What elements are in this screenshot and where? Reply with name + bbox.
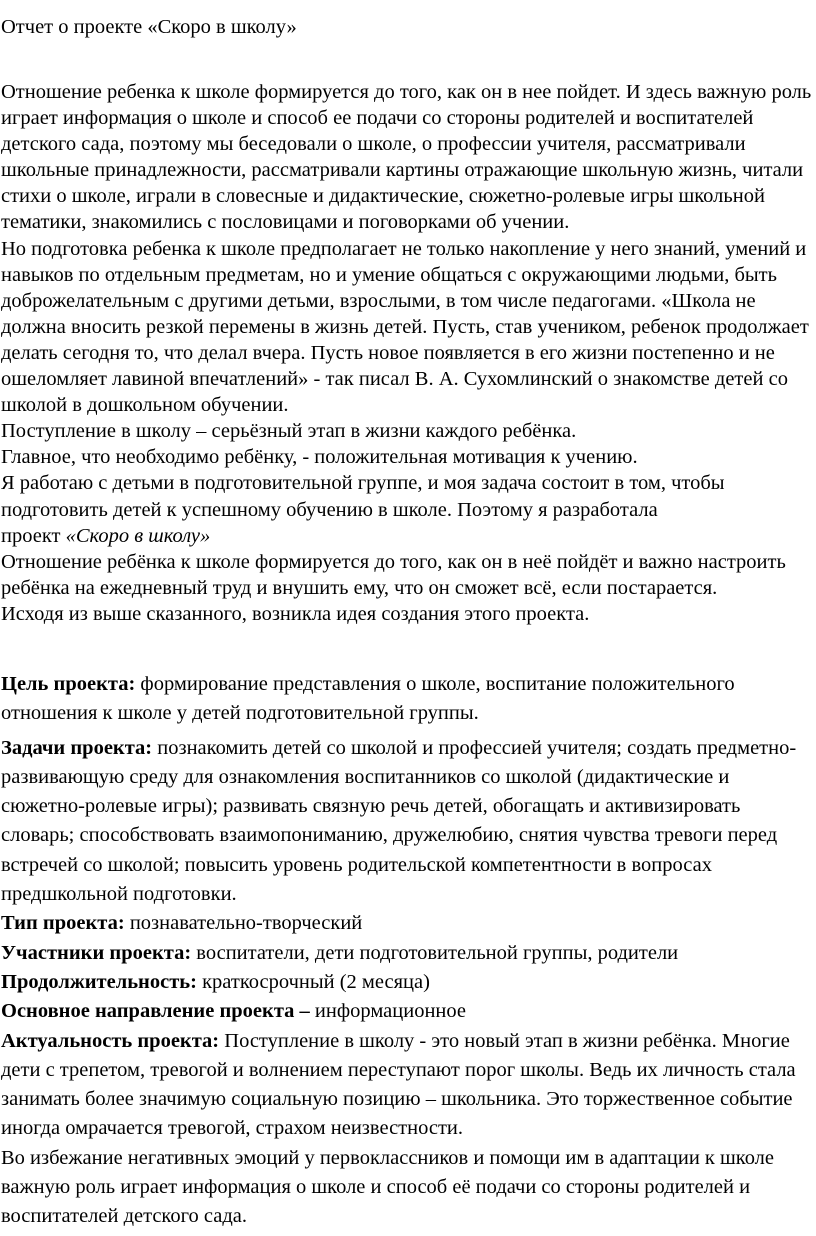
paragraph-motivation: Главное, что необходимо ребёнку, - положительная мотивация к учению.	[1, 446, 638, 469]
field-goal	[1, 670, 813, 729]
project-line-prefix: проект	[1, 524, 66, 547]
field-type-label: Тип проекта:	[1, 912, 125, 935]
document-body	[1, 79, 813, 627]
field-relevance	[1, 1027, 813, 1144]
field-participants-text: воспитатели, дети подготовительной группы, родители	[191, 941, 679, 964]
project-name: «Скоро в школу»	[65, 524, 211, 547]
field-tasks-text: познакомить детей со школой и профессией учителя; создать предметно-развивающую среду для ознакомления воспитанников со школой (дидактические и сюжетно-ролевые игры); развивать связную речь детей, обогащать и активизировать словарь; способствовать взаимопониманию, дружелюбию, снятия чувства тревоги перед встречей со школой; повысить уровень родительской компетентности в вопросах предшкольной подготовки.	[1, 736, 797, 906]
project-line	[1, 523, 813, 549]
paragraph-attitude: Отношение ребёнка к школе формируется до того, как он в неё пойдёт и важно настроить ребёнка на ежедневный труд и внушить ему, что он сможет всё, если постарается.	[1, 550, 786, 599]
field-participants	[1, 939, 813, 968]
field-type	[1, 909, 813, 938]
field-tasks-label: Задачи проекта:	[1, 736, 153, 759]
field-relevance-label: Актуальность проекта:	[1, 1029, 220, 1052]
paragraph-closing: Во избежание негативных эмоций у первоклассников и помощи им в адаптации к школе важную роль играет информация о школе и способ её подачи со стороны родителей и воспитателей детского сада.	[1, 1146, 775, 1228]
field-goal-text: формирование представления о школе, воспитание положительного отношения к школе у детей подготовительной группы.	[1, 673, 735, 725]
paragraph-intro: Отношение ребенка к школе формируется до того, как он в нее пойдет. И здесь важную роль играет информация о школе и способ ее подачи со стороны родителей и воспитателей детского сада, поэтому мы беседовали о школе, о профессии учителя, рассматривали школьные принадлежности, рассматривали картины отражающие школьную жизнь, читали стихи о школе, играли в словесные и дидактические, сюжетно-ролевые игры школьной тематики, знакомились с пословицами и поговорками об учении.	[1, 81, 812, 234]
paragraph-school-entry: Поступление в школу – серьёзный этап в жизни каждого ребёнка.	[1, 420, 577, 443]
field-duration-label: Продолжительность:	[1, 970, 197, 993]
document-title: Отчет о проекте «Скоро в школу»	[1, 16, 297, 38]
field-type-text: познавательно-творческий	[124, 912, 363, 935]
project-fields	[1, 670, 813, 1232]
field-duration	[1, 968, 813, 997]
field-goal-label: Цель проекта:	[1, 673, 136, 695]
field-participants-label: Участники проекта:	[1, 941, 192, 964]
paragraph-my-task: Я работаю с детьми в подготовительной группе, и моя задача состоит в том, чтобы подготовить детей к успешному обучению в школе. Поэтому я разработала	[1, 472, 725, 521]
field-direction-text: информационное	[309, 1000, 466, 1023]
field-direction-label: Основное направление проекта –	[1, 1000, 310, 1023]
field-duration-text: краткосрочный (2 месяца)	[196, 970, 430, 993]
paragraph-preparation: Но подготовка ребенка к школе предполагает не только накопление у него знаний, умений и навыков по отдельным предметам, но и умение общаться с окружающими людьми, быть доброжелательным с другими детьми, взрослыми, в том числе педагогами. «Школа не должна вносить резкой перемены в жизнь детей. Пусть, став учеником, ребенок продолжает делать сегодня то, что делал вчера. Пусть новое появляется в его жизни постепенно и не ошеломляет лавиной впечатлений» - так писал В. А. Сухомлинский о знакомстве детей со школой в дошкольном обучении.	[1, 237, 809, 417]
paragraph-idea: Исходя из выше сказанного, возникла идея создания этого проекта.	[1, 602, 590, 625]
field-direction	[1, 997, 813, 1026]
field-tasks	[1, 734, 813, 910]
field-relevance-text: Поступление в школу - это новый этап в жизни ребёнка. Многие дети с трепетом, тревогой и волнением переступают порог школы. Ведь их личность стала занимать более значимую социальную позицию – школьника. Это торжественное событие иногда омрачается тревогой, страхом неизвестности.	[1, 1029, 796, 1140]
